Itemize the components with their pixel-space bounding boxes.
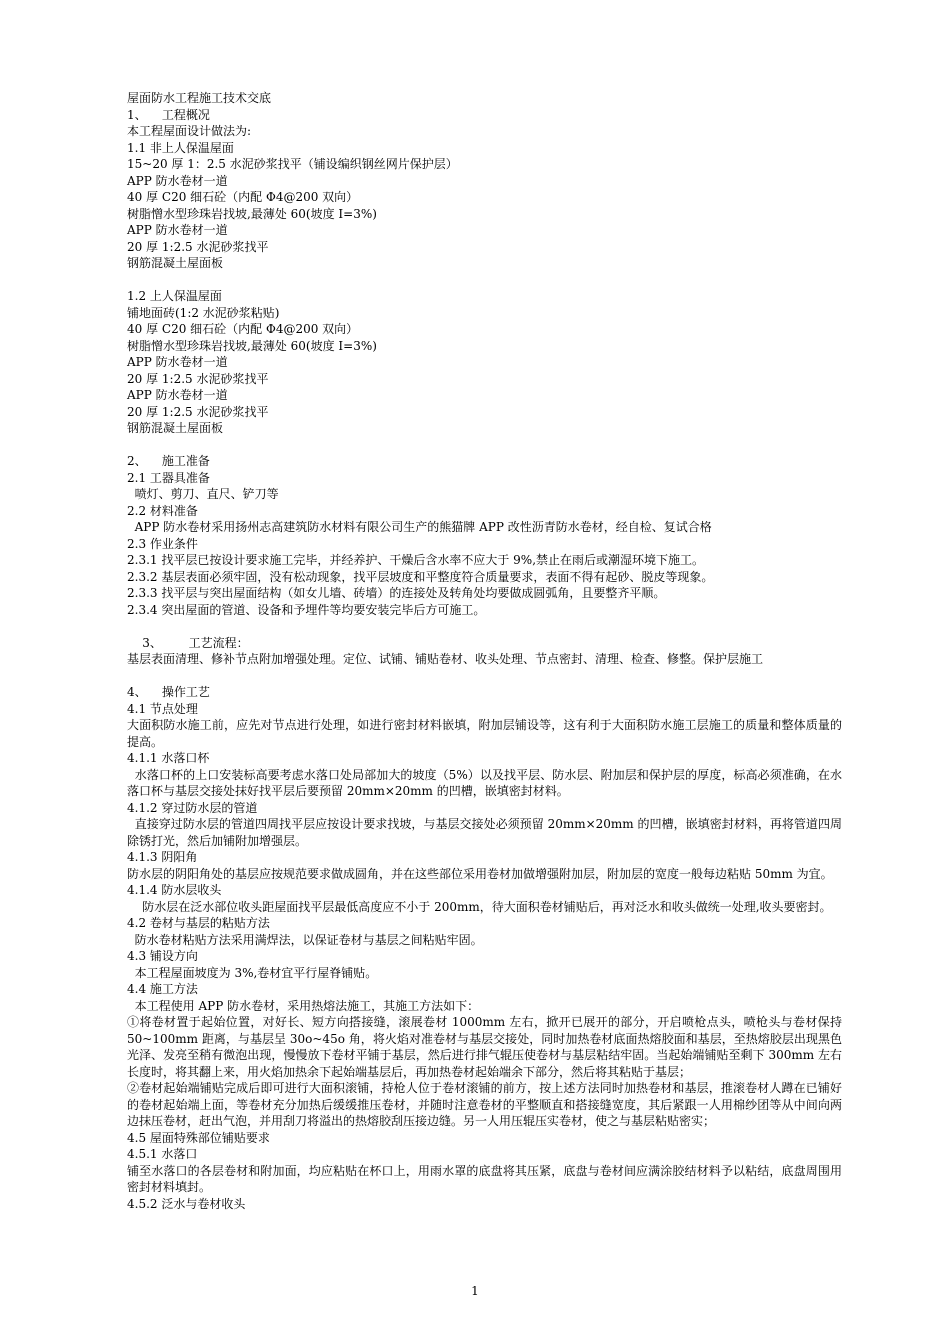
text-line: 钢筋混凝土屋面板 [127, 421, 224, 435]
text-line: APP 防水卷材一道 [127, 173, 228, 188]
text-line: APP 防水卷材一道 [127, 355, 228, 369]
document-lines [127, 107, 842, 718]
text-line: 1.2 上人保温屋面 [127, 289, 222, 303]
text-line: 2.3.2 基层表面必须牢固，没有松动现象，找平层坡度和平整度符合质量要求，表面不得有起砂、脱皮等现象。 [127, 569, 714, 584]
document-title: 屋面防水工程施工技术交底 [127, 91, 272, 105]
text-line: 15~20 厚 1：2.5 水泥砂浆找平（铺设编织钢丝网片保护层） [127, 157, 458, 171]
text-line: 1.1 非上人保温屋面 [127, 140, 234, 155]
text-paragraph: 4.1.2 穿过防水层的管道 [127, 800, 258, 815]
text-paragraph: 直接穿过防水层的管道四周找平层应按设计要求找坡，与基层交接处必须预留 20mm×20mm 的凹槽，嵌填密封材料，再将管道四周除锈打光，然后加铺附加增强层。 [127, 817, 842, 848]
text-line: APP 防水卷材采用扬州志高建筑防水材料有限公司生产的熊猫牌 APP 改性沥青防水卷材，经自检、复试合格 [127, 520, 712, 534]
text-paragraph: 4.4 施工方法 [127, 982, 198, 996]
text-line: 2.3.1 找平层已按设计要求施工完毕，并经养护、干燥后含水率不应大于 9%,禁止在雨后或潮湿环境下施工。 [127, 553, 705, 567]
text-paragraph: 4.1.4 防水层收头 [127, 883, 222, 897]
text-line: 喷灯、剪刀、直尺、铲刀等 [127, 487, 279, 501]
text-line: 1、 工程概况 [127, 107, 210, 122]
text-line: 本工程屋面设计做法为: [127, 124, 252, 138]
text-paragraph: 大面积防水施工前，应先对节点进行处理，如进行密封材料嵌填，附加层铺设等，这有利于大面积防水施工层施工的质量和整体质量的提高。 [127, 718, 842, 749]
text-line: 树脂憎水型珍珠岩找坡,最薄处 60(坡度 I=3%) [127, 206, 377, 221]
text-paragraph: ①将卷材置于起始位置，对好长、短方向搭接缝，滚展卷材 1000mm 左右，掀开已展开的部分，开启喷枪点头，喷枪头与卷材保持 50~100mm 距离，与基层呈 30o~45o 角，将火焰对准卷材与基层交接处，同时加热卷材底面热熔胶面和基层，至热熔胶层出现黑色光泽、发亮至稍有微泡出现，慢慢放下卷材平铺于基层，然后进行排气辊压使卷材与基层粘结牢固。当起始端铺贴至剩下 300mm 左右长度时，将其翻上来，用火焰加热余下起始端基层后，再加热卷材起始端余下部分，然后将其粘贴于基层； [127, 1015, 846, 1079]
text-line: 2.1 工器具准备 [127, 470, 210, 485]
text-paragraph: ②卷材起始端铺贴完成后即可进行大面积滚铺，持枪人位于卷材滚铺的前方，按上述方法同时加热卷材和基层，推滚卷材人蹲在已铺好的卷材起始端上面，等卷材充分加热后缓缓推压卷材，并随时注意卷材的平整顺直和搭接缝宽度，其后紧跟一人用棉纱团等从中间向两边抹压卷材，赶出气泡，并用刮刀将溢出的热熔胶刮压接边缝。另一人用压辊压实卷材，使之与基层粘贴密实； [127, 1081, 842, 1128]
blank-line [127, 437, 842, 454]
text-line: 4、 操作工艺 [127, 685, 210, 699]
text-line: 40 厚 C20 细石砼（内配 Φ4@200 双向） [127, 322, 359, 336]
text-line: 2.3.3 找平层与突出屋面结构（如女儿墙、砖墙）的连接处及转角处均要做成圆弧角，且要整齐平顺。 [127, 586, 666, 600]
text-line: APP 防水卷材一道 [127, 388, 228, 402]
text-paragraph: 水落口杯的上口安装标高要考虑水落口处局部加大的坡度（5%）以及找平层、防水层、附加层和保护层的厚度，标高必须准确，在水落口杯与基层交接处抹好找平层后要预留 20mm×20mm 的凹槽，嵌填密封材料。 [127, 767, 842, 798]
text-line: 2、 施工准备 [127, 454, 210, 468]
text-line: 2.3 作业条件 [127, 536, 198, 551]
text-line: 基层表面清理、修补节点附加增强处理。定位、试铺、铺贴卷材、收头处理、节点密封、清理、检查、修整。保护层施工 [127, 652, 764, 666]
blank-line [127, 272, 842, 289]
text-paragraph: 防水卷材粘贴方法采用满焊法，以保证卷材与基层之间粘贴牢固。 [127, 932, 483, 947]
text-paragraph: 防水层的阴阳角处的基层应按规范要求做成圆角，并在这些部位采用卷材加做增强附加层，附加层的宽度一般每边粘贴 50mm 为宜。 [127, 866, 833, 881]
text-paragraph: 4.5 屋面特殊部位铺贴要求 [127, 1130, 270, 1145]
text-paragraph: 4.1.3 阴阳角 [127, 850, 198, 864]
document-paragraphs [127, 717, 846, 1212]
text-paragraph: 4.5.1 水落口 [127, 1147, 198, 1161]
text-paragraph: 4.1.1 水落口杯 [127, 751, 210, 765]
text-paragraph: 铺至水落口的各层卷材和附加面，均应粘贴在杯口上，用雨水罩的底盘将其压紧，底盘与卷材间应满涂胶结材料予以粘结，底盘周围用密封材料填封。 [127, 1163, 842, 1194]
text-paragraph: 4.5.2 泛水与卷材收头 [127, 1196, 246, 1211]
document-body [127, 90, 846, 1212]
blank-line [127, 668, 842, 685]
text-line: 3、 工艺流程： [127, 635, 249, 650]
text-line: 2.3.4 突出屋面的管道、设备和予埋件等均要安装完毕后方可施工。 [127, 602, 486, 617]
text-line: 2.2 材料准备 [127, 503, 198, 518]
text-line: 20 厚 1:2.5 水泥砂浆找平 [127, 371, 269, 386]
text-line: APP 防水卷材一道 [127, 223, 228, 237]
page-number: 1 [471, 1284, 479, 1298]
text-line: 20 厚 1:2.5 水泥砂浆找平 [127, 239, 269, 254]
text-line: 40 厚 C20 细石砼（内配 Φ4@200 双向） [127, 190, 359, 204]
text-line: 4.1 节点处理 [127, 701, 198, 716]
text-line: 树脂憎水型珍珠岩找坡,最薄处 60(坡度 I=3%) [127, 338, 377, 353]
text-line: 钢筋混凝土屋面板 [127, 256, 224, 270]
text-line: 铺地面砖(1:2 水泥砂浆粘贴) [127, 305, 280, 320]
text-paragraph: 本工程屋面坡度为 3%,卷材宜平行屋脊铺贴。 [127, 965, 378, 980]
text-paragraph: 4.3 铺设方向 [127, 949, 198, 963]
text-line: 20 厚 1:2.5 水泥砂浆找平 [127, 404, 269, 419]
text-paragraph: 4.2 卷材与基层的粘贴方法 [127, 916, 270, 930]
blank-line [127, 618, 842, 635]
text-paragraph: 防水层在泛水部位收头距屋面找平层最低高度应不小于 200mm，待大面积卷材铺贴后，再对泛水和收头做统一处理,收头要密封。 [127, 899, 832, 914]
text-paragraph: 本工程使用 APP 防水卷材，采用热熔法施工，其施工方法如下： [127, 998, 480, 1013]
